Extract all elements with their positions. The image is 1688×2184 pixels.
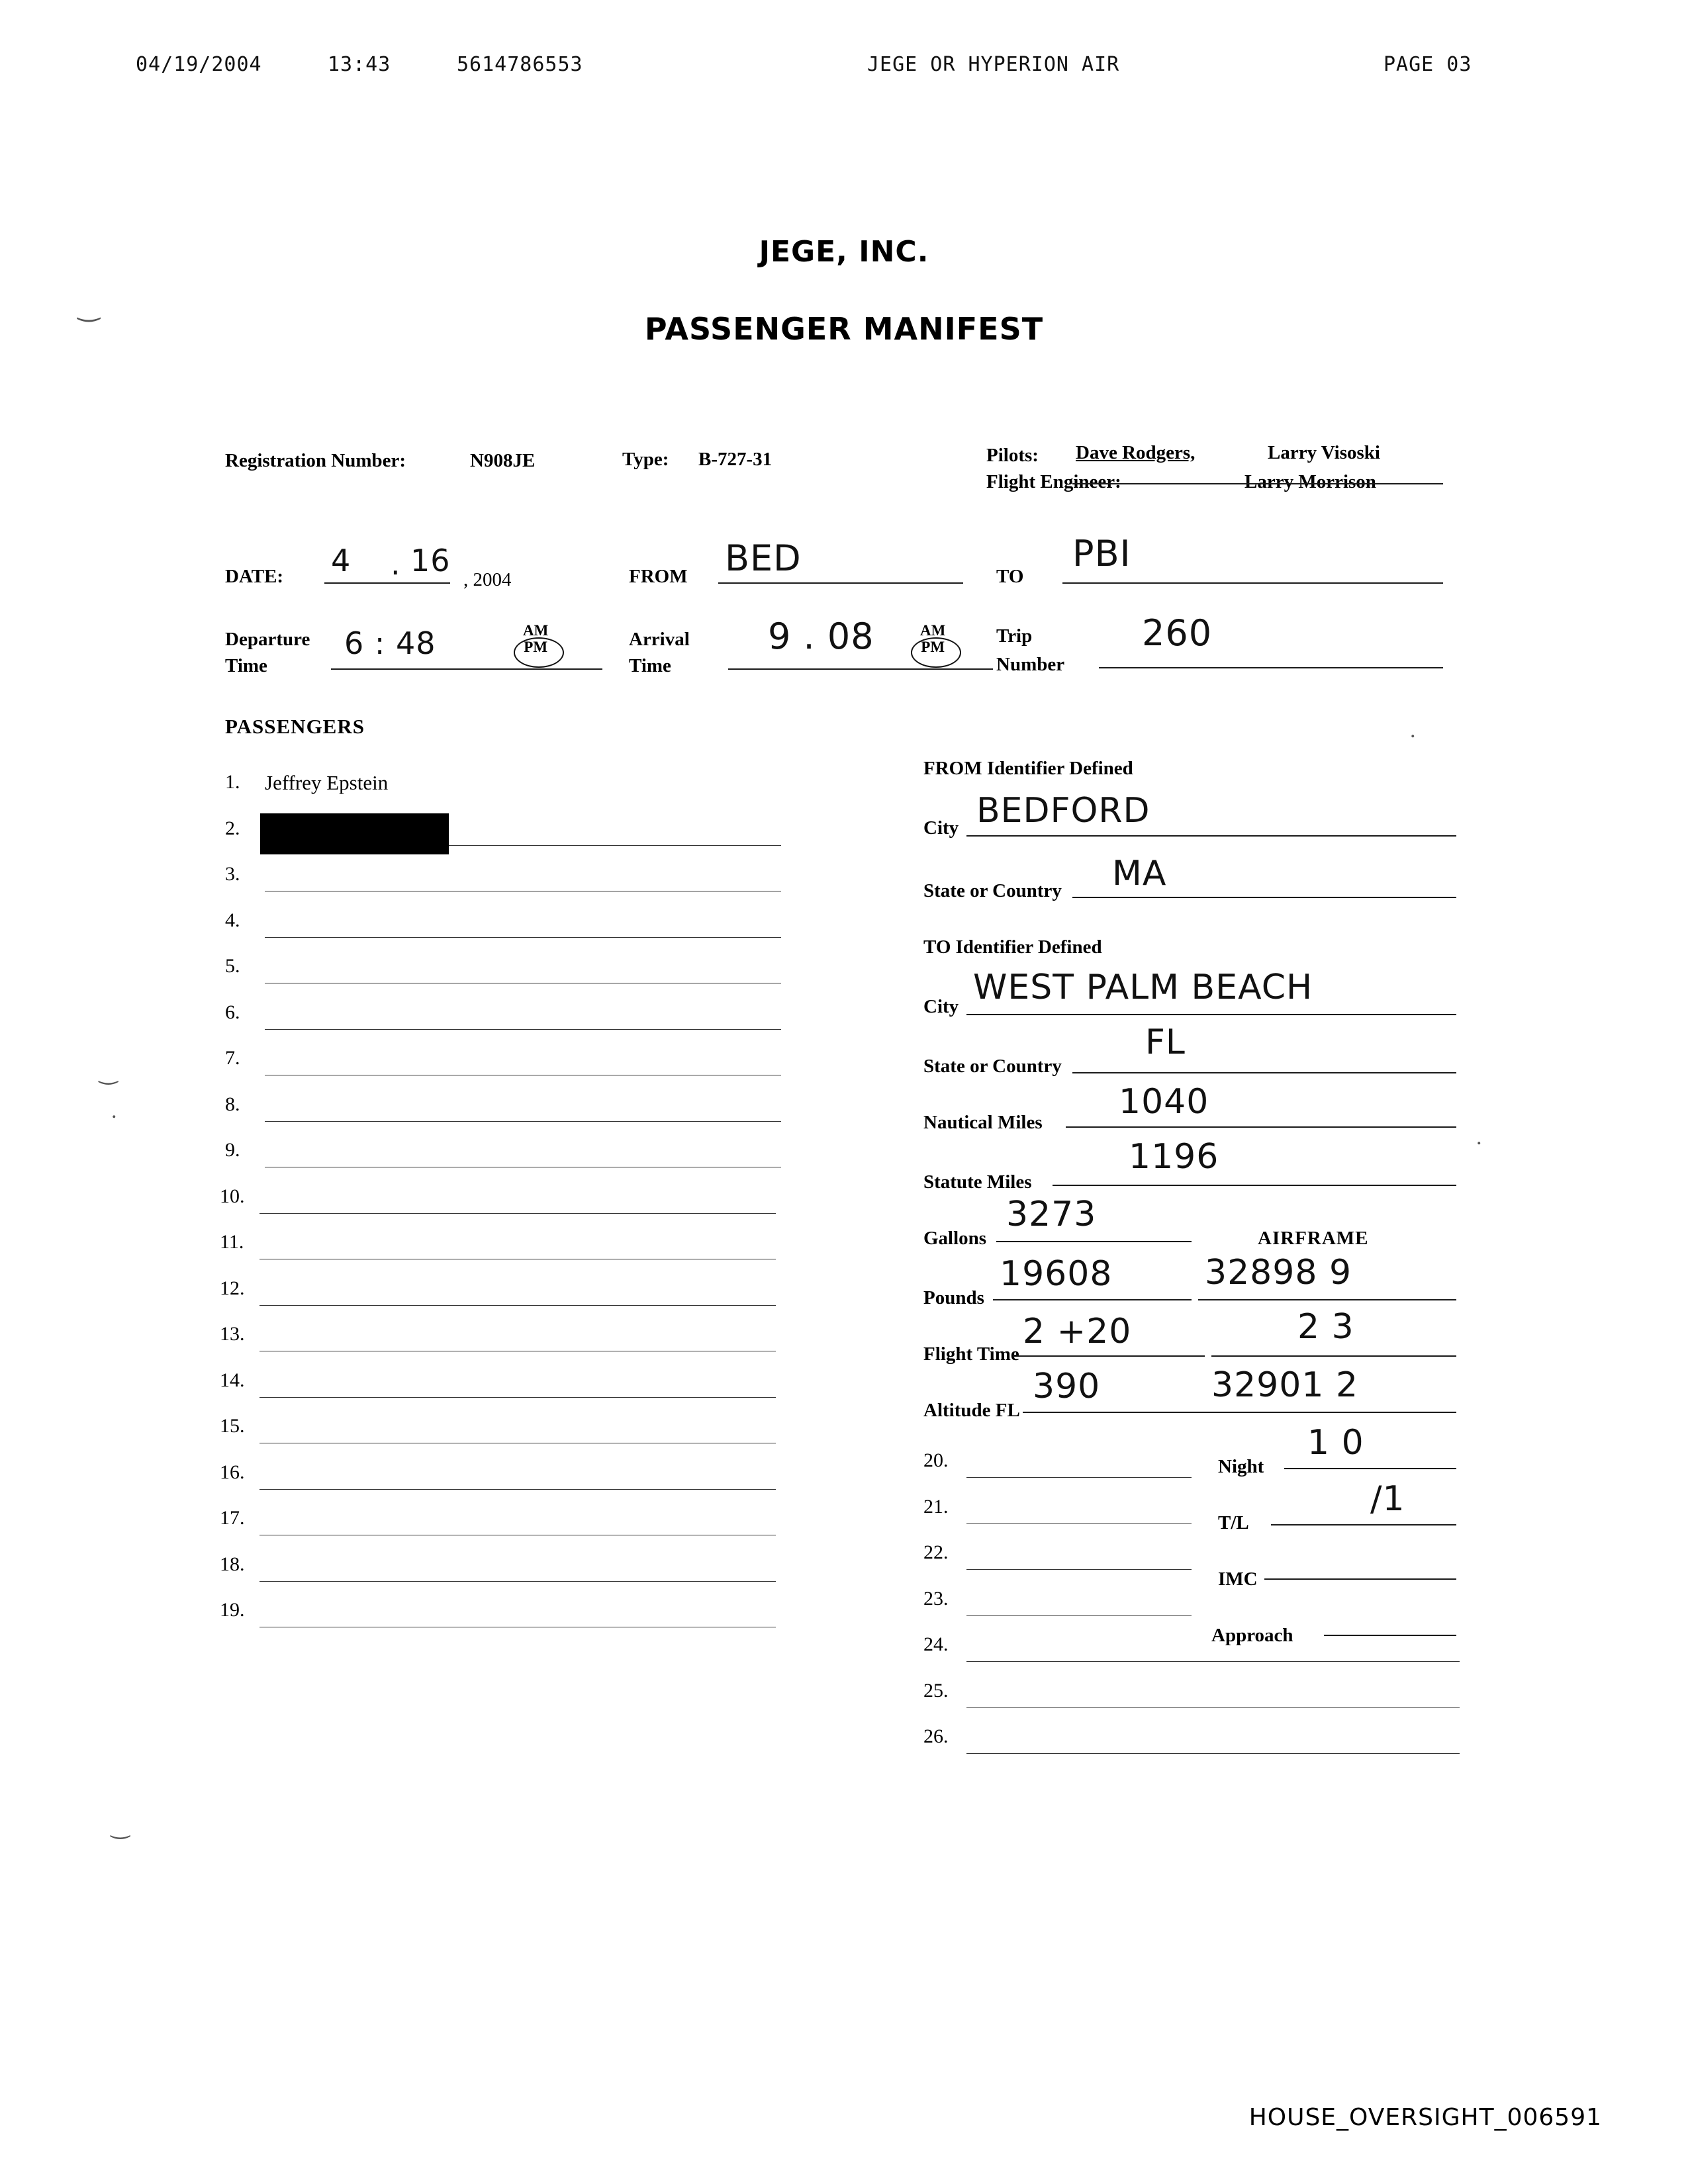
passenger-number: 25. <box>923 1679 949 1702</box>
passenger-number: 10. <box>220 1185 245 1207</box>
scan-mark: ‿ <box>99 1060 118 1085</box>
to-rule <box>1062 582 1443 584</box>
departure-pm-option[interactable]: PM <box>524 639 548 655</box>
trip-rule <box>1099 667 1443 668</box>
to-state-value: FL <box>1145 1023 1186 1062</box>
to-label: TO <box>996 566 1024 587</box>
airframe-heading: AIRFRAME <box>1258 1228 1369 1249</box>
passenger-number: 6. <box>225 1001 240 1023</box>
airframe-row-3: 32901 2 <box>1211 1365 1359 1405</box>
passenger-rule[interactable] <box>966 1661 1460 1662</box>
from-city-rule <box>966 835 1456 837</box>
passenger-rule[interactable] <box>259 1397 776 1398</box>
fax-date: 04/19/2004 <box>136 53 262 76</box>
to-city-rule <box>966 1014 1456 1015</box>
altitude-label: Altitude FL <box>923 1400 1020 1421</box>
passenger-number: 18. <box>220 1553 245 1575</box>
pounds-label: Pounds <box>923 1287 984 1308</box>
registration-value: N908JE <box>470 450 536 471</box>
statute-miles-value: 1196 <box>1129 1137 1219 1177</box>
from-state-rule <box>1072 897 1456 898</box>
passenger-number: 2. <box>225 817 240 839</box>
arrival-pm-circle <box>911 637 961 668</box>
nautical-miles-value: 1040 <box>1119 1082 1209 1122</box>
redaction-box <box>260 813 449 854</box>
altitude-value: 390 <box>1033 1367 1101 1406</box>
to-state-label: State or Country <box>923 1056 1062 1077</box>
from-city-value: BEDFORD <box>976 791 1150 831</box>
passenger-rule[interactable] <box>265 937 781 938</box>
pilots-rule <box>1072 483 1443 484</box>
tl-value: /1 <box>1370 1479 1405 1519</box>
approach-rule <box>1324 1635 1456 1636</box>
flight-engineer-value: Larry Morrison <box>1244 471 1376 492</box>
passenger-name: Jeffrey Epstein <box>265 771 389 794</box>
from-state-value: MA <box>1112 854 1167 893</box>
passenger-number: 11. <box>220 1231 244 1253</box>
altitude-rule <box>1023 1412 1205 1413</box>
passenger-number: 5. <box>225 955 240 977</box>
airframe-row-1-rule <box>1198 1299 1456 1300</box>
arrival-am-option[interactable]: AM <box>920 622 946 639</box>
departure-rule <box>331 668 602 670</box>
flight-time-label: Flight Time <box>923 1343 1019 1365</box>
passenger-number: 9. <box>225 1139 240 1161</box>
from-city-label: City <box>923 817 959 839</box>
registration-label: Registration Number: <box>225 450 406 471</box>
airframe-row-3-rule <box>1205 1412 1456 1413</box>
statute-miles-label: Statute Miles <box>923 1171 1032 1193</box>
airframe-row-1: 32898 9 <box>1205 1253 1352 1293</box>
tl-rule <box>1271 1524 1456 1525</box>
passenger-rule[interactable] <box>966 1569 1192 1570</box>
passenger-number: 20. <box>923 1449 949 1471</box>
passenger-rule[interactable] <box>259 1213 776 1214</box>
passenger-number: 12. <box>220 1277 245 1299</box>
nautical-miles-label: Nautical Miles <box>923 1112 1043 1133</box>
night-value: 1 0 <box>1307 1423 1364 1463</box>
date-rule <box>324 582 450 584</box>
from-state-label: State or Country <box>923 880 1062 901</box>
to-city-label: City <box>923 996 959 1017</box>
passenger-number: 1. <box>225 771 240 793</box>
pounds-value: 19608 <box>1000 1254 1113 1294</box>
date-year: , 2004 <box>463 569 512 590</box>
date-separator: . <box>391 546 401 582</box>
from-value: BED <box>725 537 802 579</box>
pilot-2: Larry Visoski <box>1268 442 1380 463</box>
arrival-rule <box>728 668 993 670</box>
statute-miles-rule <box>1053 1185 1456 1186</box>
flight-engineer-label: Flight Engineer: <box>986 471 1121 492</box>
scan-mark: . <box>111 1099 117 1123</box>
passengers-heading: PASSENGERS <box>225 715 365 738</box>
arrival-pm-option[interactable]: PM <box>921 639 945 655</box>
gallons-rule <box>996 1241 1192 1242</box>
passenger-number: 17. <box>220 1507 245 1529</box>
departure-time-value: 6 : 48 <box>344 625 436 661</box>
passenger-number: 15. <box>220 1415 245 1437</box>
passenger-number: 19. <box>220 1599 245 1621</box>
passenger-number: 24. <box>923 1633 949 1655</box>
passenger-number: 7. <box>225 1047 240 1069</box>
flight-time-value: 2 +20 <box>1023 1312 1132 1351</box>
night-label: Night <box>1218 1456 1264 1477</box>
airframe-row-2-rule <box>1211 1355 1456 1357</box>
bates-number: HOUSE_OVERSIGHT_006591 <box>1248 2104 1602 2131</box>
passenger-number: 16. <box>220 1461 245 1483</box>
from-identifier-heading: FROM Identifier Defined <box>923 758 1133 779</box>
to-state-rule <box>1072 1072 1456 1073</box>
type-label: Type: <box>622 449 669 470</box>
date-day-value: 16 <box>410 543 451 578</box>
departure-label: Departure <box>225 629 310 650</box>
departure-am-option[interactable]: AM <box>523 622 549 639</box>
passenger-number: 4. <box>225 909 240 931</box>
departure-pm-circle <box>514 637 564 668</box>
to-value: PBI <box>1072 533 1131 574</box>
passenger-rule[interactable] <box>966 1707 1460 1708</box>
passenger-number: 14. <box>220 1369 245 1391</box>
date-label: DATE: <box>225 566 284 587</box>
type-value: B-727-31 <box>698 449 773 470</box>
passenger-number: 3. <box>225 863 240 885</box>
night-rule <box>1284 1468 1456 1469</box>
scan-mark: ‿ <box>78 292 100 322</box>
passenger-number: 26. <box>923 1725 949 1747</box>
to-identifier-heading: TO Identifier Defined <box>923 936 1102 958</box>
fax-source-name: JEGE OR HYPERION AIR <box>867 53 1120 76</box>
airframe-row-2: 2 3 <box>1297 1307 1354 1347</box>
passenger-number: 22. <box>923 1541 949 1563</box>
from-label: FROM <box>629 566 688 587</box>
date-month-value: 4 <box>331 543 352 578</box>
gallons-value: 3273 <box>1006 1195 1097 1234</box>
passenger-rule[interactable] <box>265 1029 781 1030</box>
passenger-rule[interactable] <box>259 1305 776 1306</box>
company-name: JEGE, INC. <box>759 235 929 269</box>
fax-time: 13:43 <box>328 53 391 76</box>
passenger-number: 8. <box>225 1093 240 1115</box>
passenger-rule[interactable] <box>966 1753 1460 1754</box>
to-city-value: WEST PALM BEACH <box>973 968 1313 1007</box>
departure-label-2: Time <box>225 655 267 676</box>
tl-label: T/L <box>1218 1512 1249 1533</box>
passenger-rule[interactable] <box>966 1477 1192 1478</box>
arrival-label: Arrival <box>629 629 690 650</box>
pilots-label: Pilots: <box>986 445 1039 466</box>
scan-mark: . <box>1476 1125 1482 1150</box>
trip-number-value: 260 <box>1142 612 1213 654</box>
trip-label-2: Number <box>996 654 1065 675</box>
page-title: PASSENGER MANIFEST <box>644 311 1044 347</box>
passenger-number: 21. <box>923 1495 949 1518</box>
approach-label: Approach <box>1211 1625 1293 1646</box>
arrival-label-2: Time <box>629 655 671 676</box>
imc-rule <box>1264 1578 1456 1580</box>
passenger-number: 23. <box>923 1587 949 1610</box>
fax-number: 5614786553 <box>457 53 583 76</box>
from-rule <box>718 582 963 584</box>
arrival-time-value: 9 . 08 <box>768 615 874 657</box>
passenger-number: 13. <box>220 1323 245 1345</box>
pilot-1: Dave Rodgers, <box>1076 442 1196 463</box>
nautical-miles-rule <box>1066 1126 1456 1128</box>
passenger-rule[interactable] <box>259 1581 776 1582</box>
gallons-label: Gallons <box>923 1228 987 1249</box>
passenger-rule[interactable] <box>265 1121 781 1122</box>
pounds-rule <box>993 1299 1192 1300</box>
scan-mark: ‿ <box>111 1815 130 1839</box>
scan-mark: . <box>1410 718 1416 743</box>
passenger-rule[interactable] <box>966 1615 1192 1616</box>
imc-label: IMC <box>1218 1569 1258 1590</box>
flight-time-rule <box>1013 1355 1205 1357</box>
trip-label: Trip <box>996 625 1033 647</box>
passenger-rule[interactable] <box>259 1489 776 1490</box>
fax-page-number: PAGE 03 <box>1383 53 1472 76</box>
